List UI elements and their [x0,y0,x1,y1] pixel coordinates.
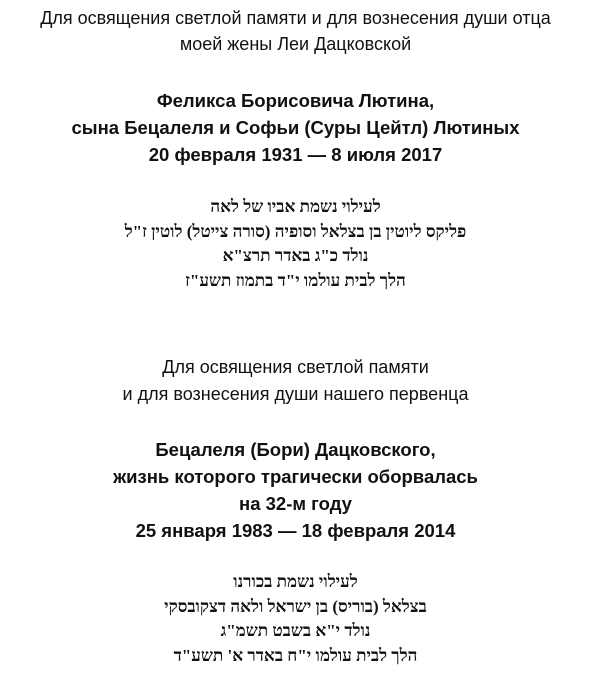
dedication-one-hebrew-line-4: הלך לבית עולמו י"ד בתמוז תשע"ז [185,271,406,290]
dedication-two-name-line-2: жизнь которого трагически оборвалась [113,466,478,487]
dedication-one-name-line-1: Феликса Борисовича Лютина, [156,90,435,111]
dedication-one-dates: 20 февраля 1931 — 8 июля 2017 [148,144,443,165]
dedication-two-name-line-1: Бецалеля (Бори) Дацковского, [155,439,436,460]
dedication-one-intro-line-1: Для освящения светлой памяти и для вознесения души отца [40,8,551,28]
dedication-two-dates: 25 января 1983 — 18 февраля 2014 [135,520,456,541]
dedication-two-hebrew-line-1: לעילוי נשמת בכורנו [233,572,358,591]
dedication-two-name-line-3: на 32-м году [239,493,352,514]
dedication-one-hebrew-line-1: לעילוי נשמת אביו של לאה [210,197,381,216]
dedication-one-name-line-2: сына Бецалеля и Софьи (Суры Цейтл) Лютиных [71,117,520,138]
dedication-one-hebrew-line-2: פליקס ליוטין בן בצלאל וסופיה (סורה צייטל) לוטין ז"ל [124,222,467,241]
dedication-one-hebrew-line-3: נולד כ"ג באדר תרצ"א [222,246,369,265]
dedication-two-intro-line-2: и для вознесения души нашего первенца [122,384,469,404]
dedication-two-hebrew-line-4: הלך לבית עולמו י"ח באדר א' תשע"ד [173,646,418,665]
dedication-two-intro-line-1: Для освящения светлой памяти [162,357,429,377]
dedication-one-intro-line-2: моей жены Леи Дацковской [179,34,412,54]
dedication-two-hebrew-line-2: בצלאל (בוריס) בן ישראל ולאה דצקובסקי [164,597,427,616]
dedication-two-hebrew-line-3: נולד י"א בשבט תשמ"ג [220,621,371,640]
